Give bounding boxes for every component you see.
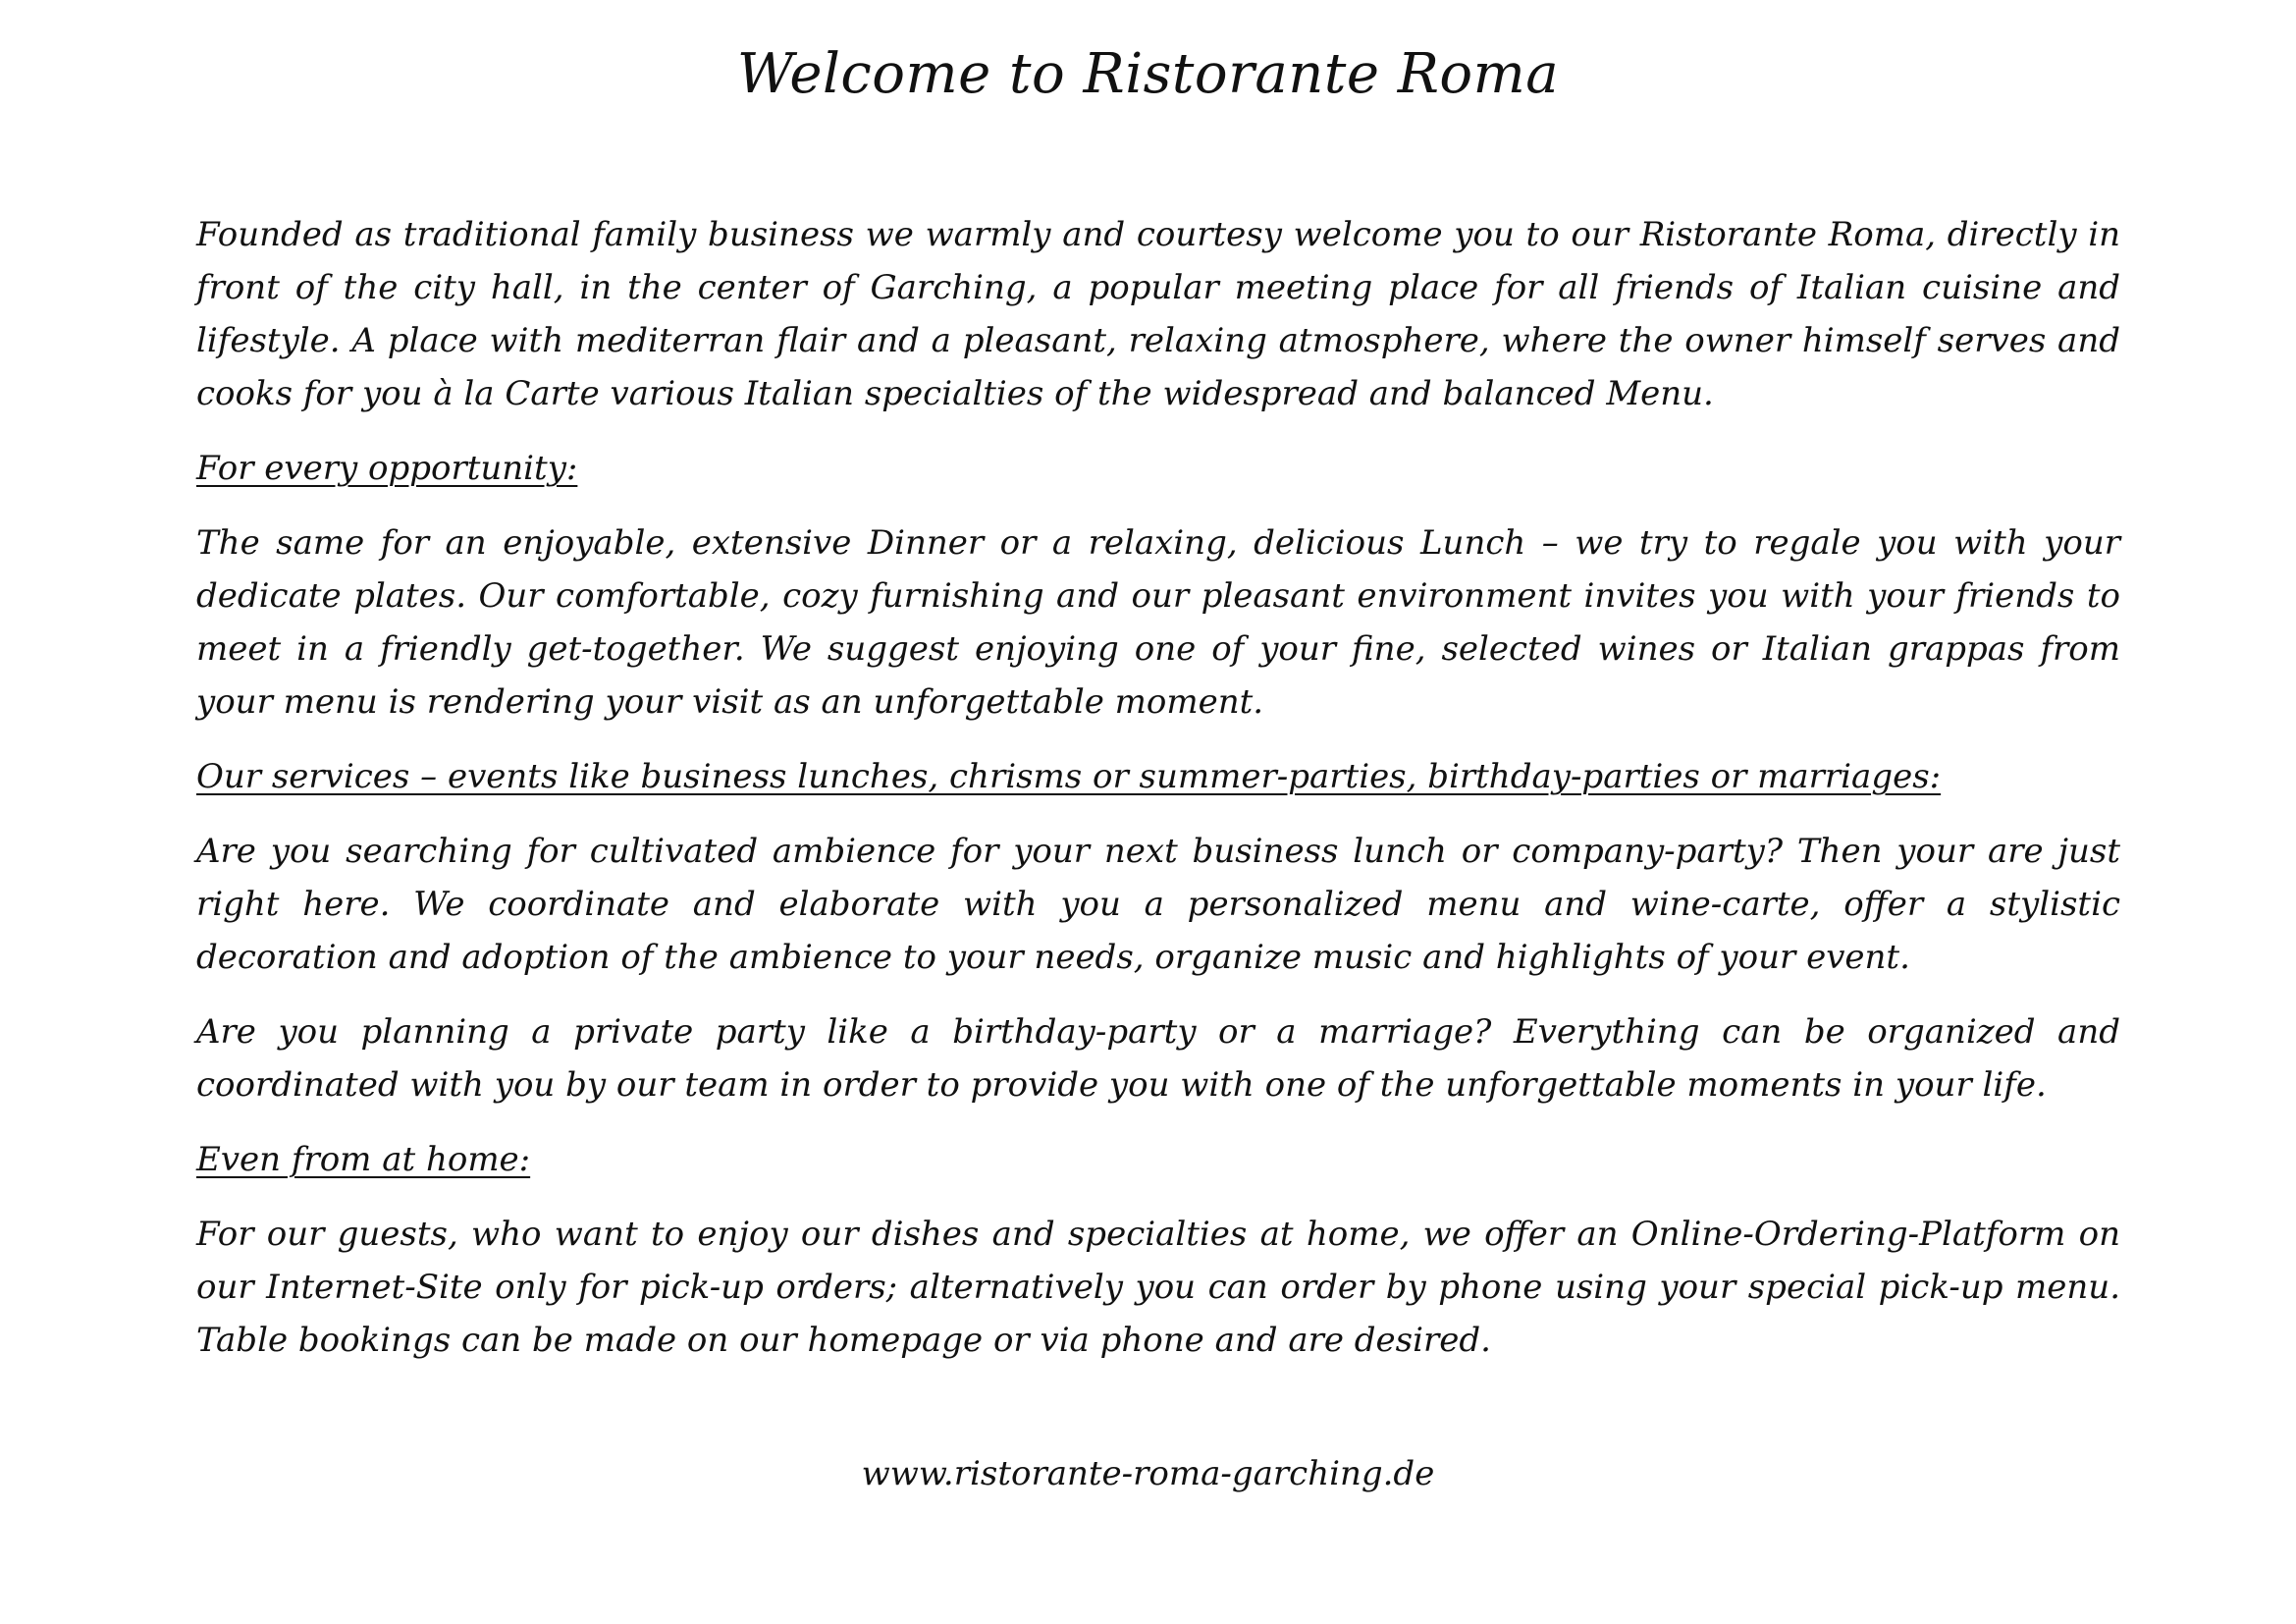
document-body [196, 208, 2120, 1388]
home-paragraph: For our guests, who want to enjoy our dishes and specialties at home, we offer an Online-Ordering-Platform on our Internet-Site only for pick-up orders; alternatively you can order by phone using your special pick-up menu. Table bookings can be made on our homepage or via phone and are desired. [196, 1215, 2120, 1360]
services-paragraph-business: Are you searching for cultivated ambience for your next business lunch or company-party? Then your are just right here. We coordinate and elaborate with you a personalized menu and wine-carte, offer a stylistic decoration and adoption of the ambience to your needs, organize music and highlights of your event. [196, 832, 2120, 977]
section-heading-services: Our services – events like business lunches, chrisms or summer-parties, birthday-parties or marriages: [196, 757, 1942, 796]
page-title: Welcome to Ristorante Roma [736, 42, 1560, 106]
section-heading-opportunity: For every opportunity: [196, 449, 578, 488]
opportunity-paragraph: The same for an enjoyable, extensive Dinner or a relaxing, delicious Lunch – we try to regale you with your dedicate plates. Our comfortable, cozy furnishing and our pleasant environment invites you with your friends to meet in a friendly get-together. We suggest enjoying one of your fine, selected wines or Italian grappas from your menu is rendering your visit as an unforgettable moment. [196, 523, 2120, 722]
services-paragraph-private: Are you planning a private party like a birthday-party or a marriage? Everything can be organized and coordinated with you by our team in order to provide you with one of the unforgettable moments in your life. [196, 1012, 2120, 1105]
intro-paragraph: Founded as traditional family business we warmly and courtesy welcome you to our Ristorante Roma, directly in front of the city hall, in the center of Garching, a popular meeting place for all friends of Italian cuisine and lifestyle. A place with mediterran flair and a pleasant, relaxing atmosphere, where the owner himself serves and cooks for you à la Carte various Italian specialties of the widespread and balanced Menu. [196, 215, 2120, 413]
section-heading-home: Even from at home: [196, 1140, 531, 1179]
website-footer: www.ristorante-roma-garching.de [861, 1454, 1435, 1493]
